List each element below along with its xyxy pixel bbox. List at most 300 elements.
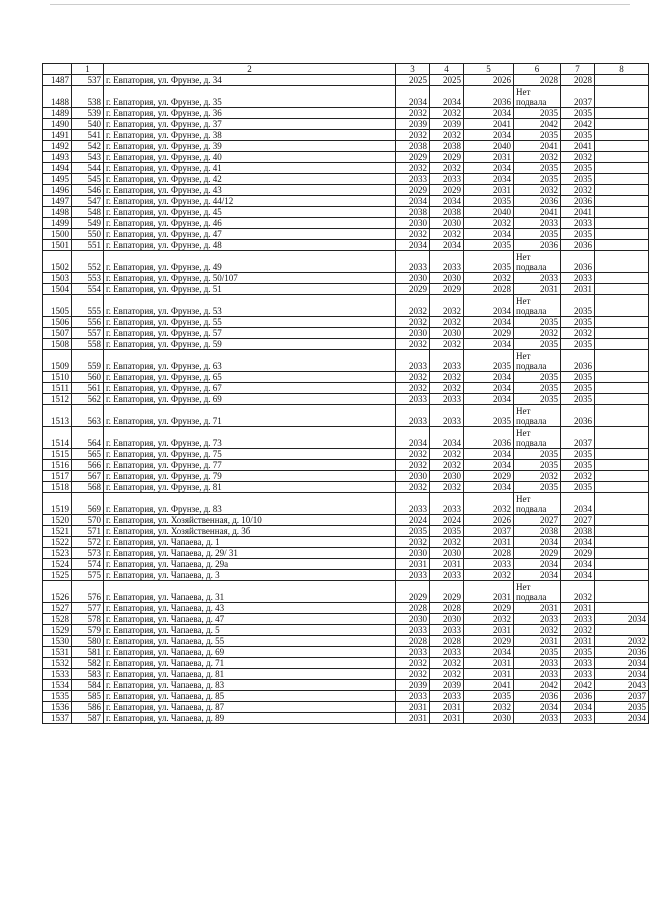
row-number-cell: 557 [72, 328, 104, 339]
year-col8-cell [595, 537, 649, 548]
year-col3-cell: 2029 [396, 185, 430, 196]
year-col3-cell: 2032 [396, 460, 430, 471]
table-row [43, 317, 649, 328]
year-col6-cell: 2033 [514, 614, 561, 625]
year-col5-cell: 2032 [464, 570, 514, 581]
year-col7-cell: 2034 [561, 570, 595, 581]
row-number-cell: 568 [72, 482, 104, 493]
year-col4-cell: 2030 [430, 328, 464, 339]
row-index-cell: 1519 [43, 493, 72, 515]
year-col8-cell [595, 229, 649, 240]
row-number-cell: 569 [72, 493, 104, 515]
year-col5-cell: 2035 [464, 196, 514, 207]
row-number-cell: 586 [72, 702, 104, 713]
year-col4-cell: 2031 [430, 559, 464, 570]
year-col4-cell: 2032 [430, 130, 464, 141]
year-col7-cell: 2033 [561, 614, 595, 625]
address-cell: г. Евпатория, ул. Фрунзе, д. 53 [104, 295, 396, 317]
year-col5-cell: 2031 [464, 152, 514, 163]
no-basement-label-line2: подвала [516, 306, 547, 316]
row-number-cell: 556 [72, 317, 104, 328]
year-col4-cell: 2032 [430, 537, 464, 548]
row-number-cell: 577 [72, 603, 104, 614]
table-row [43, 163, 649, 174]
no-basement-label-line1: Нет [516, 252, 531, 262]
year-col8-cell [595, 581, 649, 603]
table-row [43, 713, 649, 724]
row-number-cell: 540 [72, 119, 104, 130]
year-col7-cell: 2031 [561, 636, 595, 647]
row-index-cell: 1515 [43, 449, 72, 460]
year-col7-cell: 2041 [561, 207, 595, 218]
year-col7-cell: 2029 [561, 548, 595, 559]
row-number-cell: 579 [72, 625, 104, 636]
row-index-cell: 1514 [43, 427, 72, 449]
row-index-cell: 1521 [43, 526, 72, 537]
row-number-cell: 539 [72, 108, 104, 119]
row-index-cell: 1520 [43, 515, 72, 526]
year-col7-cell: 2035 [561, 482, 595, 493]
table-row [43, 75, 649, 86]
year-col4-cell: 2033 [430, 570, 464, 581]
row-number-cell: 555 [72, 295, 104, 317]
row-number-cell: 547 [72, 196, 104, 207]
row-index-cell: 1513 [43, 405, 72, 427]
year-col7-cell: 2034 [561, 537, 595, 548]
year-col8-cell [595, 460, 649, 471]
row-index-cell: 1490 [43, 119, 72, 130]
address-cell: г. Евпатория, ул. Фрунзе, д. 43 [104, 185, 396, 196]
year-col4-cell: 2028 [430, 636, 464, 647]
address-cell: г. Евпатория, ул. Фрунзе, д. 36 [104, 108, 396, 119]
year-col5-cell: 2034 [464, 130, 514, 141]
row-number-cell: 558 [72, 339, 104, 350]
row-number-cell: 572 [72, 537, 104, 548]
year-col4-cell: 2029 [430, 185, 464, 196]
address-cell: г. Евпатория, ул. Чапаева, д. 5 [104, 625, 396, 636]
year-col5-cell: 2031 [464, 625, 514, 636]
row-index-cell: 1502 [43, 251, 72, 273]
table-body [43, 64, 649, 724]
year-col3-cell: 2038 [396, 141, 430, 152]
year-col8-cell [595, 559, 649, 570]
row-number-cell: 554 [72, 284, 104, 295]
row-index-cell: 1487 [43, 75, 72, 86]
year-col7-cell: 2036 [561, 240, 595, 251]
address-cell: г. Евпатория, ул. Фрунзе, д. 48 [104, 240, 396, 251]
year-col8-cell: 2034 [595, 614, 649, 625]
row-index-cell: 1522 [43, 537, 72, 548]
year-col6-cell: 2033 [514, 273, 561, 284]
year-col5-cell: 2040 [464, 141, 514, 152]
no-basement-label-line2: подвала [516, 97, 547, 107]
year-col7-cell: 2036 [561, 350, 595, 372]
year-col3-cell: 2032 [396, 339, 430, 350]
year-col3-cell: 2033 [396, 350, 430, 372]
year-col5-cell: 2031 [464, 581, 514, 603]
year-col6-cell: 2035 [514, 449, 561, 460]
row-index-cell: 1488 [43, 86, 72, 108]
year-col3-cell: 2033 [396, 647, 430, 658]
row-number-cell: 565 [72, 449, 104, 460]
year-col6-cell: 2035 [514, 130, 561, 141]
year-col7-cell: 2032 [561, 625, 595, 636]
address-cell: г. Евпатория, ул. Фрунзе, д. 35 [104, 86, 396, 108]
header-row [43, 64, 649, 75]
year-col5-cell: 2026 [464, 75, 514, 86]
row-index-cell: 1536 [43, 702, 72, 713]
year-col7-cell: 2033 [561, 713, 595, 724]
table-row [43, 86, 649, 108]
no-basement-label-line1: Нет [516, 494, 531, 504]
year-col3-cell: 2032 [396, 295, 430, 317]
year-col7-cell: 2038 [561, 526, 595, 537]
year-col5-cell: 2035 [464, 251, 514, 273]
year-col3-cell: 2030 [396, 614, 430, 625]
no-basement-label-line1: Нет [516, 428, 531, 438]
year-col3-cell: 2031 [396, 702, 430, 713]
row-number-cell: 541 [72, 130, 104, 141]
year-col7-cell: 2035 [561, 339, 595, 350]
row-number-cell: 578 [72, 614, 104, 625]
no-basement-label-line2: подвала [516, 262, 547, 272]
year-col8-cell: 2043 [595, 680, 649, 691]
year-col8-cell [595, 273, 649, 284]
row-index-cell: 1505 [43, 295, 72, 317]
year-col6-cell: 2032 [514, 152, 561, 163]
row-number-cell: 570 [72, 515, 104, 526]
year-col8-cell: 2035 [595, 702, 649, 713]
year-col3-cell: 2032 [396, 229, 430, 240]
address-cell: г. Евпатория, ул. Фрунзе, д. 69 [104, 394, 396, 405]
table-row [43, 614, 649, 625]
table-row [43, 152, 649, 163]
year-col5-cell: 2034 [464, 229, 514, 240]
address-cell: г. Евпатория, ул. Фрунзе, д. 63 [104, 350, 396, 372]
year-col8-cell: 2037 [595, 691, 649, 702]
year-col6-cell: 2028 [514, 75, 561, 86]
year-col6-cell: 2038 [514, 526, 561, 537]
year-col3-cell: 2033 [396, 493, 430, 515]
year-col4-cell: 2024 [430, 515, 464, 526]
year-col6-cell [514, 86, 561, 108]
year-col3-cell: 2032 [396, 372, 430, 383]
address-cell: г. Евпатория, ул. Фрунзе, д. 59 [104, 339, 396, 350]
address-cell: г. Евпатория, ул. Фрунзе, д. 40 [104, 152, 396, 163]
year-col3-cell: 2032 [396, 317, 430, 328]
year-col4-cell: 2034 [430, 240, 464, 251]
row-number-cell: 580 [72, 636, 104, 647]
table-row [43, 295, 649, 317]
year-col8-cell [595, 394, 649, 405]
year-col5-cell: 2034 [464, 647, 514, 658]
year-col7-cell: 2035 [561, 394, 595, 405]
year-col6-cell: 2035 [514, 163, 561, 174]
row-number-cell: 548 [72, 207, 104, 218]
header-cell-7: 7 [561, 64, 595, 75]
year-col6-cell: 2035 [514, 229, 561, 240]
year-col7-cell: 2035 [561, 317, 595, 328]
table-row [43, 581, 649, 603]
table-row [43, 119, 649, 130]
table-row [43, 218, 649, 229]
year-col3-cell: 2033 [396, 174, 430, 185]
row-index-cell: 1491 [43, 130, 72, 141]
year-col8-cell [595, 317, 649, 328]
year-col8-cell [595, 218, 649, 229]
year-col8-cell [595, 284, 649, 295]
row-number-cell: 553 [72, 273, 104, 284]
table-row [43, 130, 649, 141]
address-cell: г. Евпатория, ул. Чапаева, д. 29/ 31 [104, 548, 396, 559]
year-col6-cell: 2035 [514, 394, 561, 405]
row-index-cell: 1533 [43, 669, 72, 680]
year-col5-cell: 2029 [464, 636, 514, 647]
row-index-cell: 1500 [43, 229, 72, 240]
year-col4-cell: 2038 [430, 207, 464, 218]
year-col4-cell: 2032 [430, 460, 464, 471]
year-col4-cell: 2034 [430, 86, 464, 108]
table-row [43, 537, 649, 548]
year-col3-cell: 2028 [396, 603, 430, 614]
year-col6-cell: 2033 [514, 658, 561, 669]
row-index-cell: 1531 [43, 647, 72, 658]
address-cell: г. Евпатория, ул. Фрунзе, д. 51 [104, 284, 396, 295]
row-number-cell: 538 [72, 86, 104, 108]
address-cell: г. Евпатория, ул. Чапаева, д. 83 [104, 680, 396, 691]
year-col6-cell: 2032 [514, 625, 561, 636]
year-col8-cell [595, 240, 649, 251]
year-col4-cell: 2032 [430, 669, 464, 680]
year-col5-cell: 2041 [464, 680, 514, 691]
row-number-cell: 544 [72, 163, 104, 174]
year-col7-cell: 2032 [561, 185, 595, 196]
year-col3-cell: 2033 [396, 625, 430, 636]
table-row [43, 240, 649, 251]
row-number-cell: 560 [72, 372, 104, 383]
year-col5-cell: 2034 [464, 174, 514, 185]
row-number-cell: 546 [72, 185, 104, 196]
year-col4-cell: 2033 [430, 493, 464, 515]
year-col8-cell [595, 251, 649, 273]
table-row [43, 339, 649, 350]
year-col6-cell: 2042 [514, 119, 561, 130]
year-col6-cell [514, 295, 561, 317]
year-col5-cell: 2029 [464, 471, 514, 482]
year-col5-cell: 2032 [464, 614, 514, 625]
row-index-cell: 1509 [43, 350, 72, 372]
year-col8-cell [595, 372, 649, 383]
year-col6-cell: 2034 [514, 537, 561, 548]
address-cell: г. Евпатория, ул. Фрунзе, д. 45 [104, 207, 396, 218]
row-index-cell: 1495 [43, 174, 72, 185]
year-col5-cell: 2026 [464, 515, 514, 526]
year-col8-cell [595, 526, 649, 537]
table-row [43, 207, 649, 218]
page-top-edge [50, 4, 630, 5]
address-cell: г. Евпатория, ул. Фрунзе, д. 39 [104, 141, 396, 152]
year-col6-cell: 2031 [514, 603, 561, 614]
year-col4-cell: 2033 [430, 405, 464, 427]
address-cell: г. Евпатория, ул. Фрунзе, д. 81 [104, 482, 396, 493]
year-col4-cell: 2034 [430, 196, 464, 207]
year-col5-cell: 2034 [464, 339, 514, 350]
year-col5-cell: 2034 [464, 482, 514, 493]
year-col6-cell: 2032 [514, 185, 561, 196]
year-col7-cell: 2031 [561, 284, 595, 295]
row-number-cell: 566 [72, 460, 104, 471]
year-col3-cell: 2029 [396, 152, 430, 163]
year-col4-cell: 2033 [430, 647, 464, 658]
table-row [43, 680, 649, 691]
year-col5-cell: 2034 [464, 372, 514, 383]
year-col7-cell: 2036 [561, 251, 595, 273]
year-col5-cell: 2034 [464, 383, 514, 394]
year-col8-cell: 2036 [595, 647, 649, 658]
year-col3-cell: 2032 [396, 658, 430, 669]
year-col8-cell [595, 152, 649, 163]
year-col4-cell: 2034 [430, 427, 464, 449]
year-col8-cell [595, 75, 649, 86]
row-index-cell: 1516 [43, 460, 72, 471]
row-number-cell: 583 [72, 669, 104, 680]
row-index-cell: 1535 [43, 691, 72, 702]
year-col3-cell: 2032 [396, 130, 430, 141]
row-index-cell: 1517 [43, 471, 72, 482]
year-col7-cell: 2033 [561, 669, 595, 680]
year-col4-cell: 2039 [430, 119, 464, 130]
header-cell-4: 4 [430, 64, 464, 75]
row-number-cell: 584 [72, 680, 104, 691]
table-row [43, 185, 649, 196]
year-col3-cell: 2033 [396, 394, 430, 405]
year-col6-cell: 2032 [514, 328, 561, 339]
row-number-cell: 549 [72, 218, 104, 229]
year-col5-cell: 2028 [464, 284, 514, 295]
year-col6-cell: 2032 [514, 471, 561, 482]
table-row [43, 251, 649, 273]
address-cell: г. Евпатория, ул. Фрунзе, д. 47 [104, 229, 396, 240]
year-col4-cell: 2033 [430, 394, 464, 405]
year-col4-cell: 2033 [430, 691, 464, 702]
year-col7-cell: 2037 [561, 427, 595, 449]
address-cell: г. Евпатория, ул. Чапаева, д. 81 [104, 669, 396, 680]
no-basement-label-line2: подвала [516, 592, 547, 602]
year-col8-cell [595, 515, 649, 526]
year-col7-cell: 2027 [561, 515, 595, 526]
year-col6-cell [514, 581, 561, 603]
address-cell: г. Евпатория, ул. Чапаева, д. 71 [104, 658, 396, 669]
row-index-cell: 1528 [43, 614, 72, 625]
address-cell: г. Евпатория, ул. Фрунзе, д. 73 [104, 427, 396, 449]
year-col5-cell: 2037 [464, 526, 514, 537]
year-col5-cell: 2030 [464, 713, 514, 724]
year-col8-cell [595, 130, 649, 141]
year-col5-cell: 2034 [464, 394, 514, 405]
table-row [43, 427, 649, 449]
table-row [43, 405, 649, 427]
address-cell: г. Евпатория, ул. Фрунзе, д. 44/12 [104, 196, 396, 207]
row-number-cell: 563 [72, 405, 104, 427]
year-col6-cell: 2035 [514, 383, 561, 394]
year-col6-cell: 2036 [514, 691, 561, 702]
row-number-cell: 561 [72, 383, 104, 394]
row-number-cell: 550 [72, 229, 104, 240]
address-cell: г. Евпатория, ул. Хозяйственная, д. 3б [104, 526, 396, 537]
year-col3-cell: 2034 [396, 86, 430, 108]
table-row [43, 515, 649, 526]
table-row [43, 559, 649, 570]
address-cell: г. Евпатория, ул. Фрунзе, д. 37 [104, 119, 396, 130]
year-col7-cell: 2028 [561, 75, 595, 86]
year-col5-cell: 2036 [464, 86, 514, 108]
row-number-cell: 587 [72, 713, 104, 724]
table-row [43, 350, 649, 372]
year-col6-cell: 2033 [514, 669, 561, 680]
address-cell: г. Евпатория, ул. Фрунзе, д. 34 [104, 75, 396, 86]
header-cell-8: 8 [595, 64, 649, 75]
year-col4-cell: 2032 [430, 658, 464, 669]
year-col3-cell: 2030 [396, 273, 430, 284]
year-col8-cell: 2034 [595, 713, 649, 724]
year-col4-cell: 2038 [430, 141, 464, 152]
table-row [43, 449, 649, 460]
row-index-cell: 1497 [43, 196, 72, 207]
year-col7-cell: 2033 [561, 273, 595, 284]
row-number-cell: 574 [72, 559, 104, 570]
address-cell: г. Евпатория, ул. Чапаева, д. 47 [104, 614, 396, 625]
year-col4-cell: 2032 [430, 339, 464, 350]
address-cell: г. Евпатория, ул. Фрунзе, д. 65 [104, 372, 396, 383]
year-col3-cell: 2024 [396, 515, 430, 526]
year-col8-cell [595, 86, 649, 108]
year-col8-cell [595, 196, 649, 207]
year-col4-cell: 2032 [430, 449, 464, 460]
year-col4-cell: 2030 [430, 614, 464, 625]
year-col3-cell: 2038 [396, 207, 430, 218]
year-col6-cell [514, 427, 561, 449]
year-col8-cell [595, 603, 649, 614]
year-col6-cell: 2035 [514, 339, 561, 350]
year-col8-cell [595, 141, 649, 152]
address-cell: г. Евпатория, ул. Фрунзе, д. 42 [104, 174, 396, 185]
year-col8-cell [595, 295, 649, 317]
year-col6-cell: 2035 [514, 108, 561, 119]
table-row [43, 229, 649, 240]
table-row [43, 702, 649, 713]
table-row [43, 603, 649, 614]
address-cell: г. Евпатория, ул. Чапаева, д. 1 [104, 537, 396, 548]
no-basement-label-line2: подвала [516, 438, 547, 448]
year-col4-cell: 2033 [430, 174, 464, 185]
year-col5-cell: 2034 [464, 449, 514, 460]
year-col3-cell: 2030 [396, 218, 430, 229]
row-number-cell: 581 [72, 647, 104, 658]
year-col3-cell: 2039 [396, 680, 430, 691]
year-col3-cell: 2032 [396, 163, 430, 174]
row-number-cell: 562 [72, 394, 104, 405]
address-cell: г. Евпатория, ул. Фрунзе, д. 79 [104, 471, 396, 482]
year-col6-cell: 2031 [514, 284, 561, 295]
row-number-cell: 543 [72, 152, 104, 163]
address-cell: г. Евпатория, ул. Чапаева, д. 29а [104, 559, 396, 570]
year-col5-cell: 2031 [464, 669, 514, 680]
table-row [43, 526, 649, 537]
year-col4-cell: 2031 [430, 702, 464, 713]
table-row [43, 669, 649, 680]
year-col6-cell: 2042 [514, 680, 561, 691]
row-number-cell: 585 [72, 691, 104, 702]
